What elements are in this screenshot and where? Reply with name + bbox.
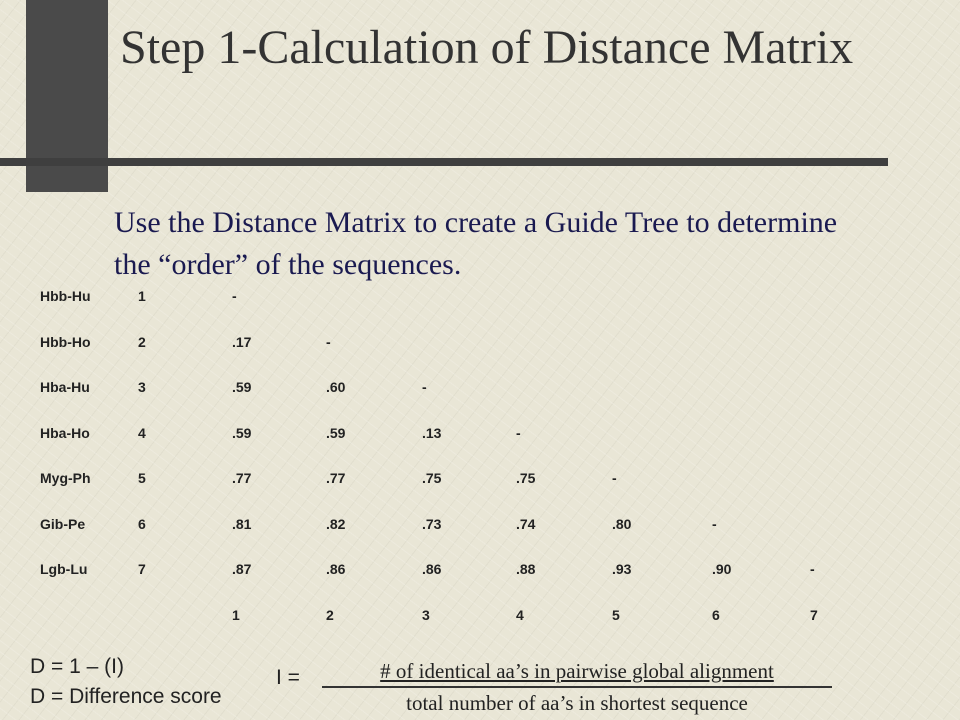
matrix-cell: .75 (422, 470, 442, 486)
matrix-cell: .86 (326, 561, 346, 577)
i-label: I = (276, 666, 300, 689)
matrix-cell: .59 (232, 379, 252, 395)
matrix-cell: .82 (326, 515, 346, 532)
matrix-cell: - (810, 561, 815, 577)
matrix-cell: .81 (232, 515, 252, 532)
matrix-cell: - (326, 333, 331, 350)
matrix-cell: .86 (422, 561, 442, 577)
matrix-cell: - (232, 288, 237, 304)
matrix-cell: .75 (516, 470, 536, 486)
matrix-column-index: 2 (326, 606, 334, 623)
matrix-row-label: Hba-Hu (40, 379, 90, 395)
matrix-row-label: Hba-Ho (40, 424, 90, 441)
matrix-row-label: Hbb-Hu (40, 288, 91, 304)
matrix-row-label: Gib-Pe (40, 515, 86, 532)
i-denominator: total number of aa’s in shortest sequence (406, 691, 748, 715)
matrix-cell: .13 (422, 424, 442, 441)
matrix-row-index: 5 (138, 470, 146, 486)
matrix-row-index: 3 (138, 379, 146, 395)
matrix-cell: .73 (422, 515, 442, 532)
matrix-cell: - (422, 379, 427, 395)
matrix-row-index: 6 (138, 515, 146, 532)
matrix-row-label: Hbb-Ho (40, 333, 91, 350)
matrix-cell: .17 (232, 333, 252, 350)
i-numerator (322, 658, 832, 688)
matrix-cell: .77 (326, 470, 346, 486)
matrix-cell: .74 (516, 515, 536, 532)
matrix-row-index: 1 (138, 288, 146, 304)
matrix-row-label: Lgb-Lu (40, 561, 88, 577)
slide-subtitle: Use the Distance Matrix to create a Guide Tree to determine the “order” of the sequences. (114, 206, 838, 281)
matrix-column-index: 4 (516, 606, 524, 623)
d-formula (30, 652, 222, 712)
matrix-row-label: Myg-Ph (40, 470, 91, 486)
matrix-cell: .87 (232, 561, 252, 577)
matrix-column-index: 3 (422, 606, 430, 623)
i-numerator-text: # of identical aa’s in pairwise global alignment (380, 659, 774, 683)
matrix-cell: .59 (326, 424, 346, 441)
matrix-cell: - (712, 515, 717, 532)
matrix-cell: .88 (516, 561, 536, 577)
matrix-cell: .60 (326, 379, 346, 395)
matrix-row-index: 7 (138, 561, 146, 577)
d-meaning: D = Difference score (30, 685, 222, 708)
matrix-column-index: 6 (712, 606, 720, 623)
d-definition: D = 1 – (I) (30, 655, 124, 678)
matrix-cell: .80 (612, 515, 632, 532)
matrix-cell: .59 (232, 424, 252, 441)
matrix-cell: - (612, 470, 617, 486)
matrix-cell: .90 (712, 561, 732, 577)
distance-matrix (0, 282, 960, 622)
matrix-column-index: 5 (612, 606, 620, 623)
matrix-cell: .77 (232, 470, 252, 486)
slide-title: Step 1-Calculation of Distance Matrix (120, 21, 854, 74)
matrix-row-index: 4 (138, 424, 146, 441)
title-divider (0, 158, 888, 166)
matrix-cell: - (516, 424, 521, 441)
matrix-cell: .93 (612, 561, 632, 577)
matrix-column-index: 7 (810, 606, 818, 623)
matrix-row-index: 2 (138, 333, 146, 350)
matrix-column-index: 1 (232, 606, 240, 623)
